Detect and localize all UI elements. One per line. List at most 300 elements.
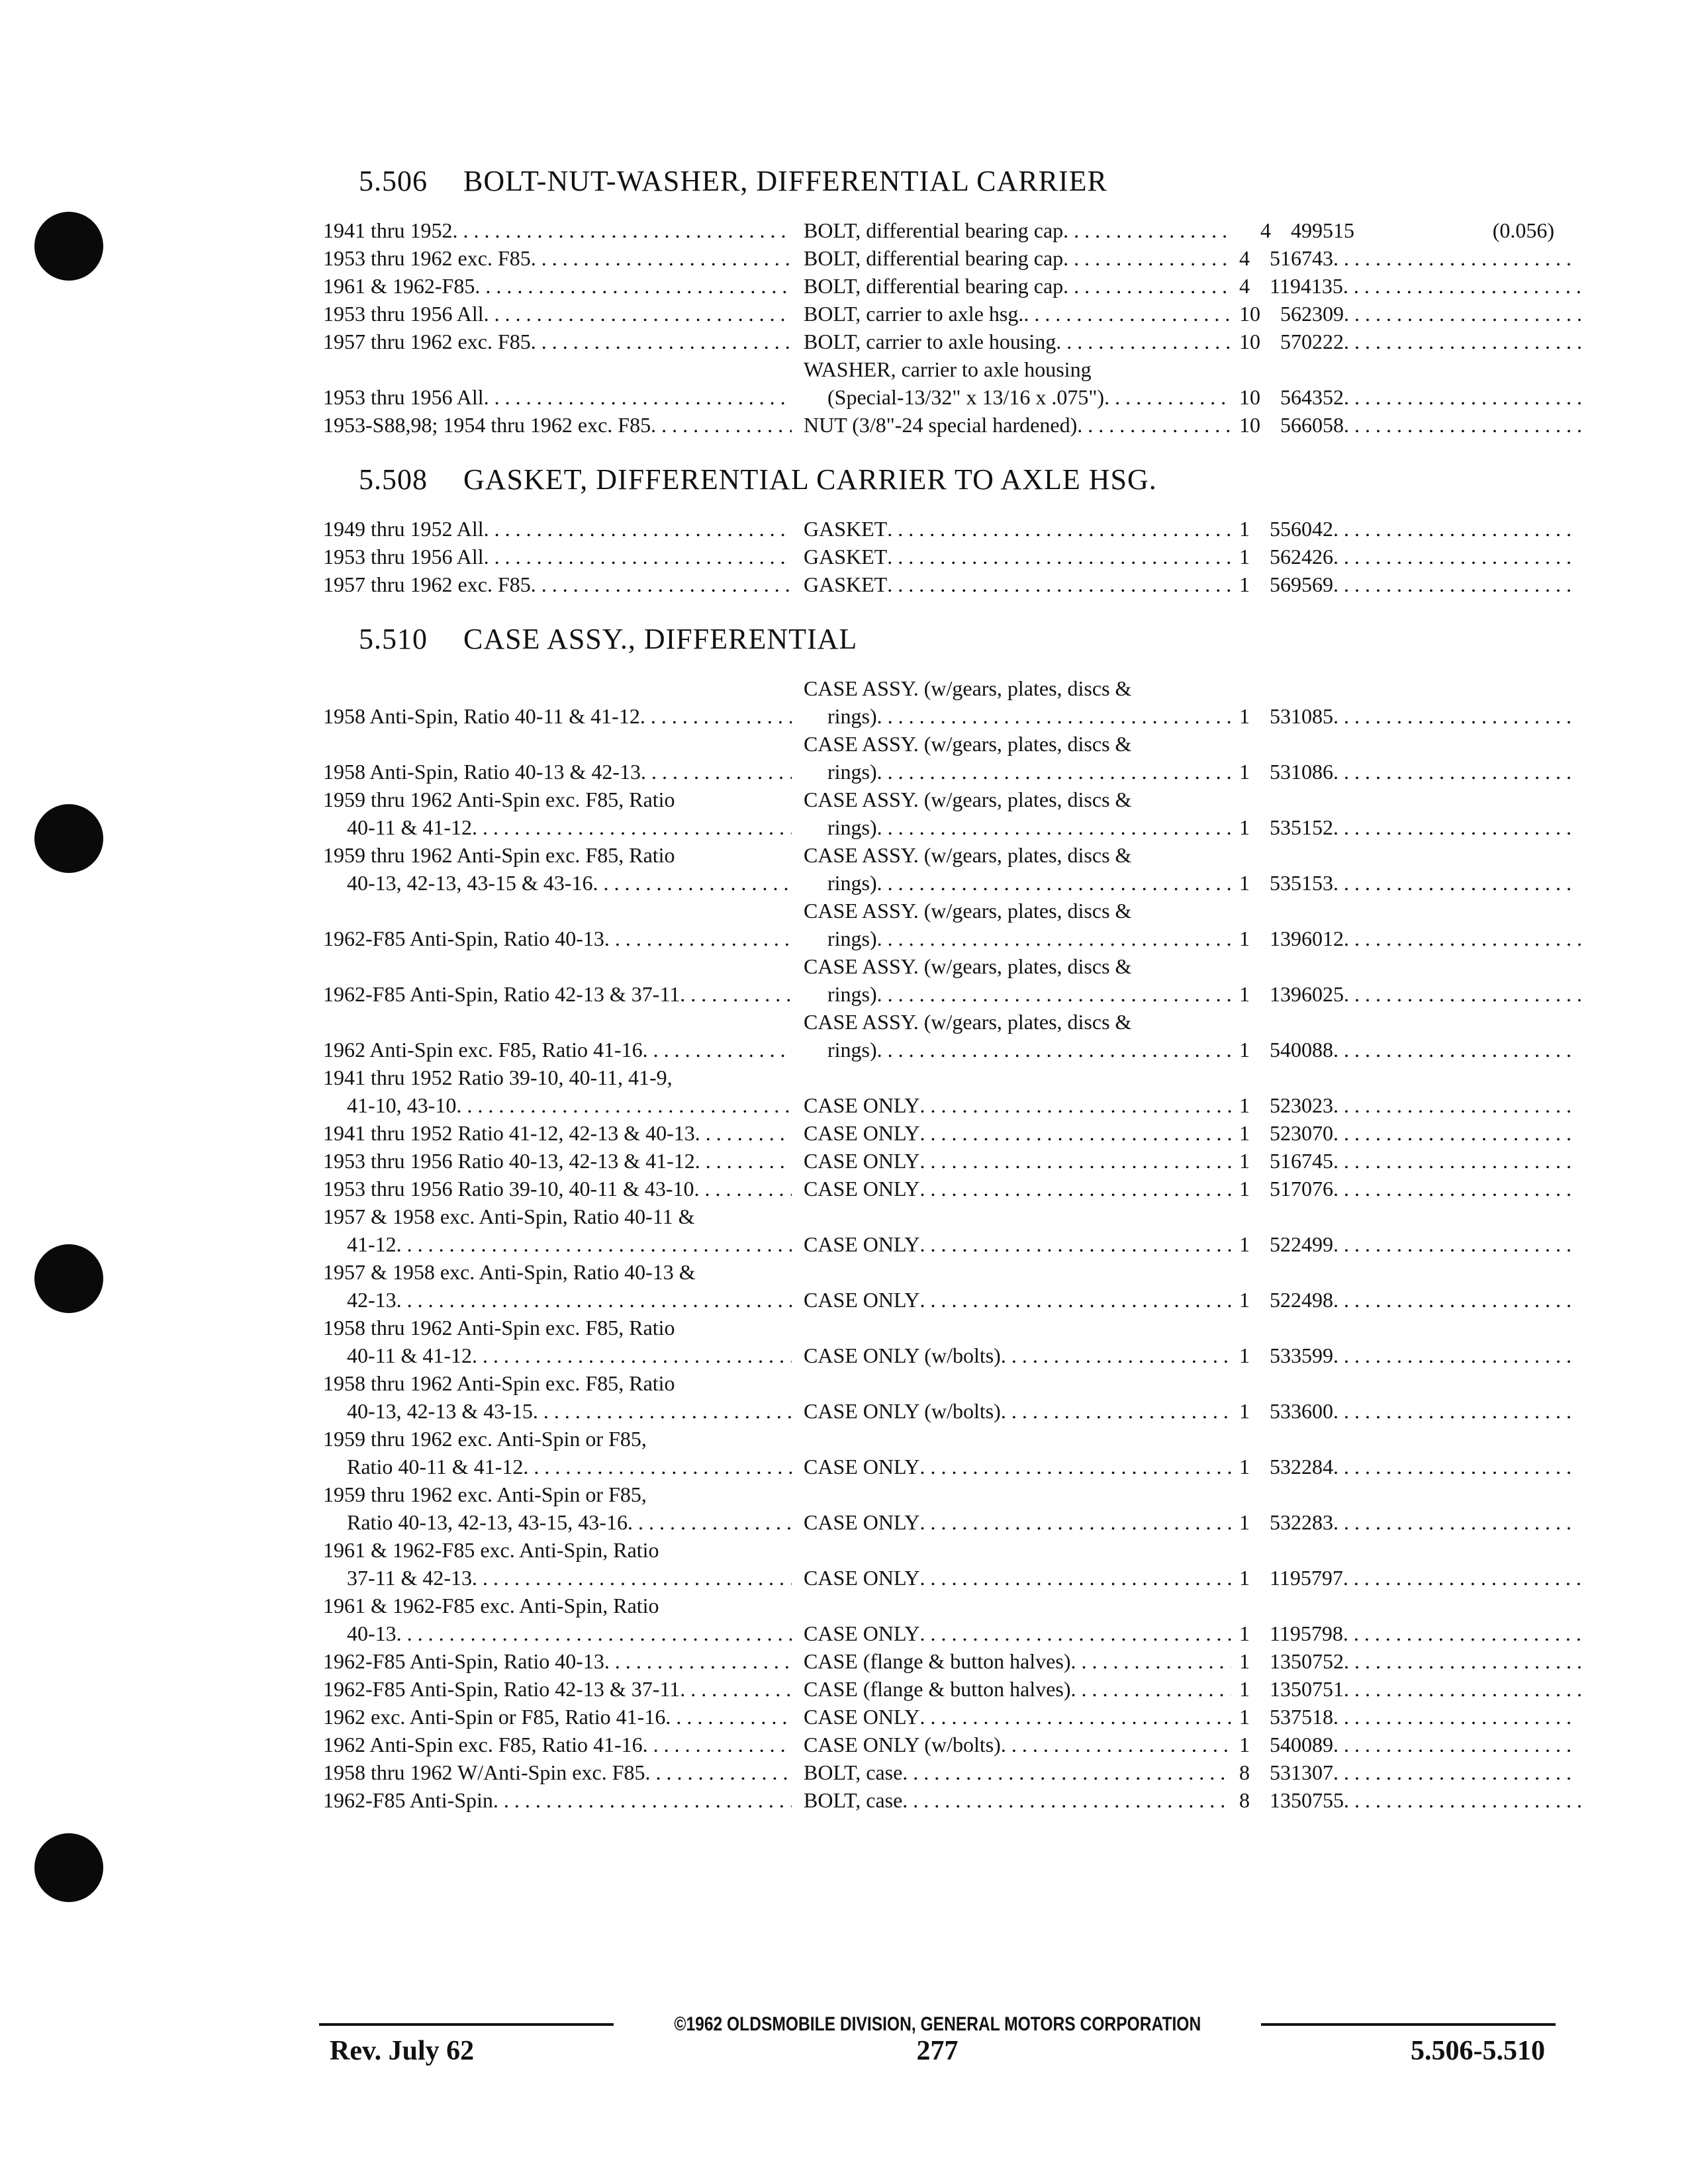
dot-leader — [680, 1675, 792, 1703]
dot-leader — [695, 1119, 792, 1147]
description-cell — [801, 1675, 1239, 1703]
part-number: 556042 — [1270, 517, 1333, 541]
description-cell — [801, 1508, 1239, 1536]
dot-leader — [1344, 1675, 1582, 1703]
dot-leader — [531, 328, 792, 355]
rule-left — [319, 2023, 614, 2026]
part-number-cell — [1258, 758, 1571, 786]
part-number-line — [1270, 244, 1571, 272]
quantity: 10 — [1239, 385, 1260, 409]
description-text: BOLT, carrier to axle housing — [804, 330, 1056, 353]
quantity: 1 — [1239, 871, 1250, 895]
dot-leader — [1333, 570, 1571, 598]
dot-leader — [1333, 1175, 1571, 1203]
description-line — [804, 1036, 1231, 1064]
description-text: (Special-13/32" x 13/16 x .075") — [827, 385, 1105, 409]
model-years-line — [323, 1369, 792, 1397]
dot-leader — [919, 1091, 1231, 1119]
description-text: rings) — [827, 982, 877, 1006]
description-text: GASKET — [804, 517, 888, 541]
model-years-line — [323, 383, 792, 411]
dot-leader — [919, 1119, 1231, 1147]
description-cell — [801, 272, 1239, 300]
description-text: BOLT, differential bearing cap — [804, 274, 1064, 298]
description-line — [804, 869, 1231, 897]
model-years-cell — [323, 543, 801, 570]
dot-leader — [1333, 515, 1571, 543]
table-row — [323, 515, 1554, 543]
part-number: 1396025 — [1270, 982, 1344, 1006]
section-reference: 5.506-5.510 — [1411, 2036, 1545, 2066]
model-years-line — [323, 1175, 792, 1203]
description-text: GASKET — [804, 545, 888, 569]
description-cell — [801, 1453, 1239, 1480]
description-cell — [801, 570, 1239, 598]
dot-leader — [877, 925, 1231, 952]
description-line — [804, 1786, 1231, 1814]
copyright-rule — [319, 2015, 1556, 2034]
table-row — [323, 244, 1554, 272]
part-number-line — [1270, 1175, 1571, 1203]
model-years-text: 42-13 — [347, 1288, 397, 1312]
dot-leader — [640, 702, 792, 730]
model-years-text: 1962-F85 Anti-Spin — [323, 1788, 493, 1812]
description-text: rings) — [827, 871, 877, 895]
model-years-cell — [323, 1258, 801, 1314]
part-number-cell — [1258, 980, 1582, 1008]
model-years-text: 1941 thru 1952 — [323, 218, 453, 242]
description-cell — [801, 1175, 1239, 1203]
table-row — [323, 1369, 1554, 1425]
dot-leader — [919, 1175, 1231, 1203]
quantity: 1 — [1239, 1649, 1250, 1673]
model-years-line — [323, 1036, 792, 1064]
part-number-line — [1280, 300, 1582, 328]
part-number-line — [1270, 813, 1571, 841]
dot-leader — [1333, 869, 1571, 897]
description-text: CASE ASSY. (w/gears, plates, discs & — [804, 899, 1132, 923]
description-line — [804, 1342, 1231, 1369]
description-line — [804, 570, 1231, 598]
model-years-text: 1959 thru 1962 Anti-Spin exc. F85, Ratio — [323, 843, 675, 867]
quantity: 1 — [1239, 572, 1250, 596]
part-number-line — [1270, 1647, 1582, 1675]
dot-leader — [484, 515, 792, 543]
model-years-cell — [323, 980, 801, 1008]
part-number-line — [1270, 869, 1571, 897]
model-years-cell — [323, 300, 801, 328]
model-years-text: 1961 & 1962-F85 exc. Anti-Spin, Ratio — [323, 1538, 659, 1562]
quantity: 1 — [1239, 1455, 1250, 1479]
dot-leader — [593, 869, 792, 897]
description-line — [804, 1647, 1231, 1675]
table-row — [323, 1647, 1554, 1675]
description-line — [804, 272, 1231, 300]
part-number: 531307 — [1270, 1760, 1333, 1784]
part-number: 523023 — [1270, 1093, 1333, 1117]
part-number-line — [1270, 1508, 1571, 1536]
section-5.510 — [323, 622, 1554, 1826]
model-years-text: 1953 thru 1956 All — [323, 545, 484, 569]
dot-leader — [604, 925, 792, 952]
description-text: CASE ONLY — [804, 1705, 920, 1729]
model-years-text: 1958 Anti-Spin, Ratio 40-11 & 41-12 — [323, 704, 640, 728]
table-row — [323, 1203, 1554, 1258]
dot-leader — [1063, 272, 1231, 300]
description-text: BOLT, carrier to axle hsg. — [804, 302, 1024, 326]
table-row — [323, 1175, 1554, 1203]
dot-leader — [493, 1786, 792, 1814]
table-row — [323, 1703, 1554, 1731]
description-cell — [801, 1647, 1239, 1675]
description-text: CASE ASSY. (w/gears, plates, discs & — [804, 732, 1132, 756]
model-years-line — [323, 1342, 792, 1369]
section-title: BOLT-NUT-WASHER, DIFFERENTIAL CARRIER — [463, 165, 1107, 197]
part-number: 499515 — [1291, 218, 1354, 242]
quantity: 8 — [1239, 1760, 1250, 1784]
model-years-line — [323, 925, 792, 952]
model-years-line — [323, 244, 792, 272]
description-cell — [801, 1147, 1239, 1175]
dot-leader — [1063, 216, 1231, 244]
dot-leader — [877, 813, 1231, 841]
description-text: CASE ONLY — [804, 1621, 920, 1645]
part-number-line — [1270, 1091, 1571, 1119]
dot-leader — [1333, 1508, 1571, 1536]
revision-date: Rev. July 62 — [330, 2036, 475, 2066]
dot-leader — [877, 980, 1231, 1008]
model-years-text: 1958 thru 1962 Anti-Spin exc. F85, Ratio — [323, 1371, 675, 1395]
description-line — [804, 515, 1231, 543]
part-number-line — [1280, 383, 1582, 411]
model-years-text: 1962-F85 Anti-Spin, Ratio 40-13 — [323, 1649, 604, 1673]
part-number-line — [1270, 1036, 1571, 1064]
part-number-cell — [1258, 1286, 1571, 1314]
model-years-line — [323, 1592, 792, 1619]
part-number-line — [1270, 1758, 1571, 1786]
part-number-cell — [1258, 1508, 1571, 1536]
dot-leader — [919, 1508, 1231, 1536]
model-years-line — [323, 1119, 792, 1147]
table-row — [323, 897, 1554, 952]
quantity: 1 — [1239, 1288, 1250, 1312]
model-years-text: 1958 thru 1962 Anti-Spin exc. F85, Ratio — [323, 1316, 675, 1340]
model-years-text: 1961 & 1962-F85 — [323, 274, 475, 298]
dot-leader — [651, 411, 792, 439]
dot-leader — [919, 1619, 1231, 1647]
dot-leader — [1070, 1647, 1231, 1675]
part-number-line — [1270, 1564, 1581, 1592]
description-line — [804, 1175, 1231, 1203]
dot-leader — [533, 1397, 792, 1425]
description-line — [804, 1147, 1231, 1175]
quantity: 1 — [1239, 927, 1250, 950]
model-years-text: 1953-S88,98; 1954 thru 1962 exc. F85 — [323, 413, 651, 437]
section-gap — [323, 439, 1554, 451]
model-years-text: 1957 thru 1962 exc. F85 — [323, 330, 531, 353]
description-line — [804, 1731, 1231, 1758]
quantity: 1 — [1239, 1733, 1250, 1756]
description-text: rings) — [827, 704, 877, 728]
model-years-line — [323, 1091, 792, 1119]
description-cell — [801, 786, 1239, 841]
model-years-cell — [323, 1119, 801, 1147]
table-row — [323, 952, 1554, 1008]
part-number-cell — [1279, 216, 1554, 244]
model-years-cell — [323, 1425, 801, 1480]
description-text: NUT (3/8"-24 special hardened) — [804, 413, 1078, 437]
model-years-text: 1959 thru 1962 exc. Anti-Spin or F85, — [323, 1482, 647, 1506]
model-years-cell — [323, 1064, 801, 1119]
part-number-line — [1270, 1453, 1571, 1480]
description-cell — [801, 1786, 1239, 1814]
quantity: 1 — [1239, 1038, 1250, 1062]
model-years-line — [323, 1675, 792, 1703]
model-years-line — [323, 1230, 792, 1258]
description-text: CASE ASSY. (w/gears, plates, discs & — [804, 1010, 1132, 1034]
model-years-cell — [323, 1758, 801, 1786]
description-cell — [801, 411, 1239, 439]
part-number: 523070 — [1270, 1121, 1333, 1145]
model-years-text: 40-11 & 41-12 — [347, 1343, 473, 1367]
section-heading — [359, 622, 1554, 656]
dot-leader — [1344, 411, 1582, 439]
description-text: rings) — [827, 1038, 877, 1062]
description-text: CASE ASSY. (w/gears, plates, discs & — [804, 843, 1132, 867]
model-years-cell — [323, 841, 801, 897]
description-line — [804, 702, 1231, 730]
table-row — [323, 1119, 1554, 1147]
dot-leader — [1344, 1786, 1582, 1814]
part-number: 562426 — [1270, 545, 1333, 569]
part-number-line — [1280, 411, 1582, 439]
dot-leader — [680, 980, 792, 1008]
description-line — [804, 841, 1231, 869]
model-years-cell — [323, 383, 801, 411]
table-row — [323, 841, 1554, 897]
description-cell — [801, 1230, 1239, 1258]
model-years-cell — [323, 925, 801, 952]
part-number-line — [1270, 1147, 1571, 1175]
description-cell — [801, 543, 1239, 570]
model-years-line — [323, 1786, 792, 1814]
model-years-text: 40-13, 42-13, 43-15 & 43-16 — [347, 871, 593, 895]
description-line — [804, 355, 1231, 383]
dot-leader — [1333, 813, 1571, 841]
description-cell — [801, 300, 1239, 328]
model-years-text: 1957 thru 1962 exc. F85 — [323, 572, 531, 596]
dot-leader — [1333, 244, 1571, 272]
model-years-line — [323, 1564, 792, 1592]
description-cell — [801, 1758, 1239, 1786]
description-line — [804, 1397, 1231, 1425]
part-number-cell — [1258, 1036, 1571, 1064]
model-years-line — [323, 1064, 792, 1091]
part-number-cell — [1258, 1147, 1571, 1175]
dot-leader — [523, 1453, 792, 1480]
section-number: 5.510 — [359, 623, 428, 655]
dot-leader — [887, 570, 1231, 598]
description-cell — [801, 897, 1239, 952]
dot-leader — [1344, 328, 1582, 355]
model-years-cell — [323, 1786, 801, 1814]
quantity: 1 — [1239, 1677, 1250, 1701]
dot-leader — [919, 1453, 1231, 1480]
description-text: CASE ONLY (w/bolts) — [804, 1343, 1001, 1367]
description-line — [804, 216, 1231, 244]
table-row — [323, 300, 1554, 328]
part-number-line — [1270, 1675, 1582, 1703]
part-number-cell — [1258, 1703, 1571, 1731]
model-years-text: 40-13, 42-13 & 43-15 — [347, 1399, 533, 1423]
description-cell — [801, 244, 1239, 272]
table-row — [323, 730, 1554, 786]
part-number: 522498 — [1270, 1288, 1333, 1312]
dot-leader — [1333, 758, 1571, 786]
part-number-cell — [1258, 543, 1571, 570]
part-number-cell — [1268, 383, 1582, 411]
part-number: 516743 — [1270, 246, 1333, 270]
model-years-cell — [323, 1536, 801, 1592]
description-text: GASKET — [804, 572, 888, 596]
description-text: BOLT, case — [804, 1788, 903, 1812]
description-cell — [801, 1619, 1239, 1647]
dot-leader — [1344, 383, 1582, 411]
part-number-line — [1270, 702, 1571, 730]
description-text: CASE ONLY — [804, 1177, 920, 1201]
part-number-line — [1270, 1786, 1582, 1814]
description-line — [804, 786, 1231, 813]
description-text: CASE ONLY (w/bolts) — [804, 1399, 1001, 1423]
dot-leader — [1001, 1342, 1231, 1369]
quantity: 1 — [1239, 1621, 1250, 1645]
description-text: CASE ASSY. (w/gears, plates, discs & — [804, 676, 1132, 700]
model-years-text: 1962 Anti-Spin exc. F85, Ratio 41-16 — [323, 1038, 643, 1062]
model-years-line — [323, 543, 792, 570]
table-row — [323, 674, 1554, 730]
model-years-text: 1953 thru 1956 Ratio 40-13, 42-13 & 41-12 — [323, 1149, 695, 1173]
dot-leader — [641, 758, 792, 786]
model-years-line — [323, 758, 792, 786]
model-years-line — [323, 1314, 792, 1342]
description-cell — [801, 841, 1239, 897]
part-number-cell — [1258, 1119, 1571, 1147]
binder-hole-2 — [34, 804, 103, 873]
part-number-line — [1280, 328, 1582, 355]
description-text: CASE ONLY — [804, 1093, 920, 1117]
quantity: 1 — [1239, 517, 1250, 541]
part-number-cell — [1258, 1230, 1571, 1258]
quantity: 1 — [1239, 815, 1250, 839]
dot-leader — [1001, 1397, 1231, 1425]
quantity: 1 — [1239, 1232, 1250, 1256]
part-number-line — [1270, 515, 1571, 543]
part-number-cell — [1258, 1175, 1571, 1203]
description-line — [804, 758, 1231, 786]
quantity: 1 — [1239, 1510, 1250, 1534]
part-number-cell — [1258, 1786, 1582, 1814]
dot-leader — [1001, 1731, 1231, 1758]
part-number: 532283 — [1270, 1510, 1333, 1534]
part-number: 531086 — [1270, 760, 1333, 784]
model-years-line — [323, 1147, 792, 1175]
description-cell — [801, 1119, 1239, 1147]
dot-leader — [1333, 1091, 1571, 1119]
description-cell — [801, 674, 1239, 730]
description-cell — [801, 1397, 1239, 1425]
description-text: CASE ONLY — [804, 1455, 920, 1479]
description-cell — [801, 1731, 1239, 1758]
part-number: 570222 — [1280, 330, 1344, 353]
quantity: 1 — [1239, 1121, 1250, 1145]
model-years-cell — [323, 1036, 801, 1064]
quantity: 1 — [1239, 760, 1250, 784]
table-row — [323, 1536, 1554, 1592]
model-years-line — [323, 869, 792, 897]
table-row — [323, 411, 1554, 439]
model-years-line — [323, 980, 792, 1008]
part-number-cell — [1258, 1453, 1571, 1480]
model-years-cell — [323, 1203, 801, 1258]
part-number: 535152 — [1270, 815, 1333, 839]
table-row — [323, 1008, 1554, 1064]
quantity: 1 — [1239, 1705, 1250, 1729]
dot-leader — [1333, 1342, 1571, 1369]
dot-leader — [472, 1342, 792, 1369]
model-years-text: 1962 Anti-Spin exc. F85, Ratio 41-16 — [323, 1733, 643, 1756]
dot-leader — [919, 1230, 1231, 1258]
section-title: CASE ASSY., DIFFERENTIAL — [463, 623, 858, 655]
dot-leader — [472, 813, 792, 841]
description-line — [804, 1758, 1231, 1786]
part-number: 517076 — [1270, 1177, 1333, 1201]
description-text: CASE (flange & button halves) — [804, 1649, 1071, 1673]
section-gap — [323, 598, 1554, 610]
part-number-line — [1270, 925, 1582, 952]
table-row — [323, 216, 1554, 244]
description-line — [804, 925, 1231, 952]
dot-leader — [1344, 925, 1582, 952]
model-years-text: 1961 & 1962-F85 exc. Anti-Spin, Ratio — [323, 1594, 659, 1617]
part-number: 537518 — [1270, 1705, 1333, 1729]
part-number: 1350755 — [1270, 1788, 1344, 1812]
dot-leader — [643, 1731, 792, 1758]
description-text: rings) — [827, 760, 877, 784]
table-row — [323, 1314, 1554, 1369]
model-years-line — [323, 570, 792, 598]
dot-leader — [484, 300, 792, 328]
dot-leader — [1344, 1647, 1582, 1675]
table-row — [323, 1758, 1554, 1786]
dot-leader — [919, 1703, 1231, 1731]
section-number: 5.508 — [359, 463, 428, 496]
dot-leader — [919, 1286, 1231, 1314]
description-line — [804, 813, 1231, 841]
model-years-line — [323, 1731, 792, 1758]
dot-leader — [397, 1286, 792, 1314]
part-number-line — [1270, 1119, 1571, 1147]
part-number-line — [1270, 758, 1571, 786]
table-row — [323, 1786, 1554, 1814]
dot-leader — [472, 1564, 792, 1592]
description-text: BOLT, differential bearing cap — [804, 246, 1064, 270]
part-number: 564352 — [1280, 385, 1344, 409]
dot-leader — [1333, 1703, 1571, 1731]
description-line — [804, 674, 1231, 702]
section-5.508 — [323, 463, 1554, 610]
model-years-text: 1949 thru 1952 All — [323, 517, 484, 541]
quantity: 1 — [1239, 1399, 1250, 1423]
